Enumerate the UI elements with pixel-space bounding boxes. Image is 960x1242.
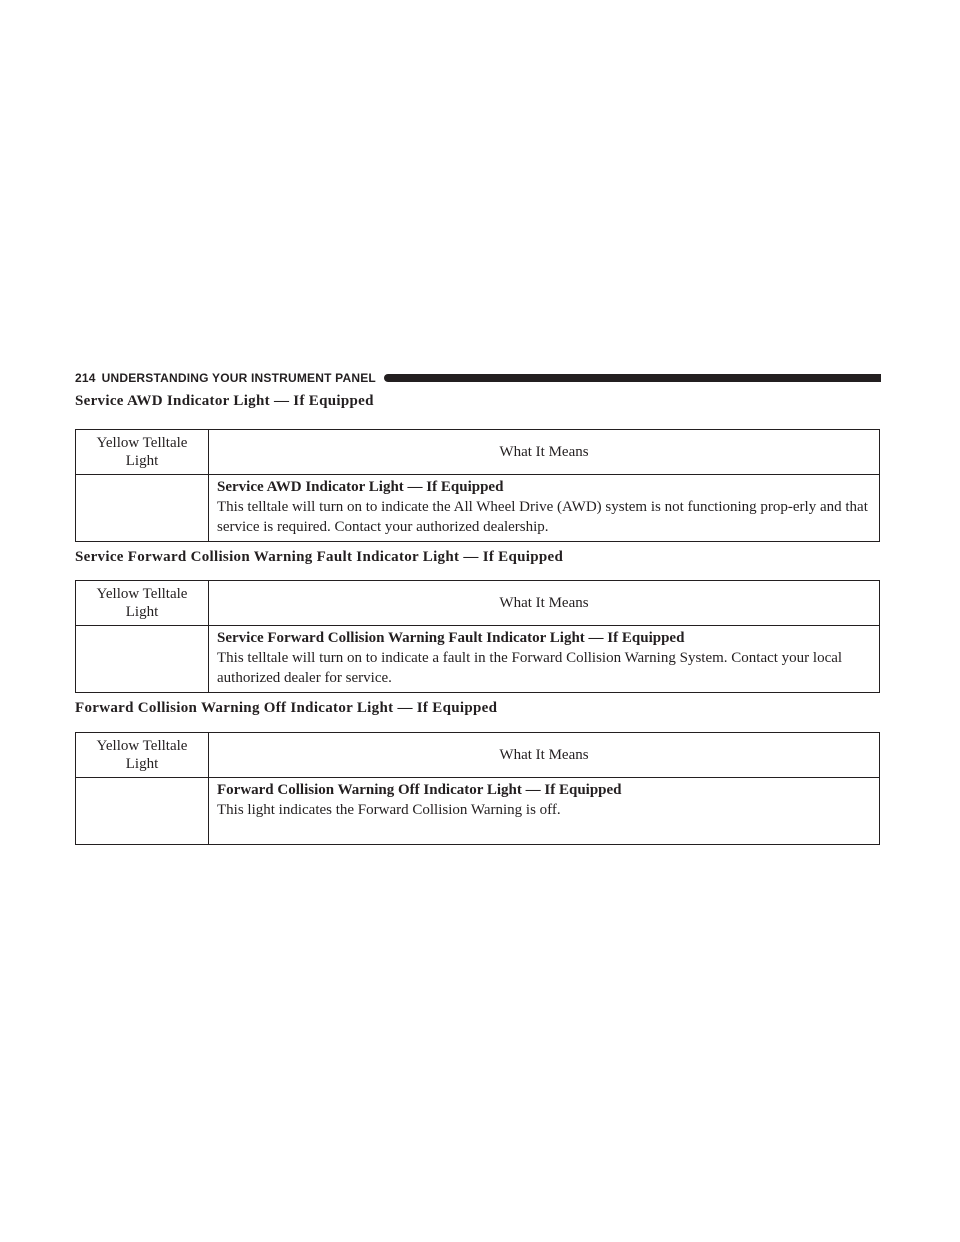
row-title: Forward Collision Warning Off Indicator Light — If Equipped — [217, 782, 622, 798]
table-row — [76, 475, 879, 541]
header-rule — [384, 374, 881, 382]
row-description: This light indicates the Forward Collision Warning is off. — [217, 802, 561, 818]
section-heading-service-awd: Service AWD Indicator Light — If Equipped — [75, 393, 374, 409]
row-title: Service Forward Collision Warning Fault Indicator Light — If Equipped — [217, 630, 685, 646]
column-header-telltale: Yellow Telltale Light — [76, 581, 209, 625]
section-heading-fcw-fault: Service Forward Collision Warning Fault Indicator Light — If Equipped — [75, 549, 564, 565]
page-header — [75, 371, 881, 385]
row-description: This telltale will turn on to indicate the All Wheel Drive (AWD) system is not functioning prop-erly and that service is required. Contact your authorized dealership. — [217, 499, 868, 535]
section-title: UNDERSTANDING YOUR INSTRUMENT PANEL — [101, 371, 376, 385]
column-header-meaning: What It Means — [499, 746, 589, 763]
table-row — [76, 626, 879, 692]
table-header-row — [76, 581, 879, 626]
telltale-table-fcw-off — [75, 732, 880, 845]
table-header-row — [76, 430, 879, 475]
row-description: This telltale will turn on to indicate a fault in the Forward Collision Warning System. Contact your local authorized dealer for service. — [217, 650, 843, 686]
section-heading-fcw-off: Forward Collision Warning Off Indicator Light — If Equipped — [75, 700, 498, 716]
meaning-cell — [209, 475, 879, 541]
column-header-meaning: What It Means — [499, 443, 589, 460]
meaning-cell — [209, 626, 879, 692]
table-row — [76, 778, 879, 844]
telltale-table-fcw-fault — [75, 580, 880, 693]
table-header-row — [76, 733, 879, 778]
telltale-icon-cell — [76, 475, 209, 541]
row-title: Service AWD Indicator Light — If Equipped — [217, 479, 504, 495]
column-header-meaning: What It Means — [499, 594, 589, 611]
column-header-telltale: Yellow Telltale Light — [76, 430, 209, 474]
telltale-table-service-awd — [75, 429, 880, 542]
page-number: 214 — [75, 371, 96, 385]
telltale-icon-cell — [76, 626, 209, 692]
telltale-icon-cell — [76, 778, 209, 844]
column-header-telltale: Yellow Telltale Light — [76, 733, 209, 777]
meaning-cell — [209, 778, 879, 844]
